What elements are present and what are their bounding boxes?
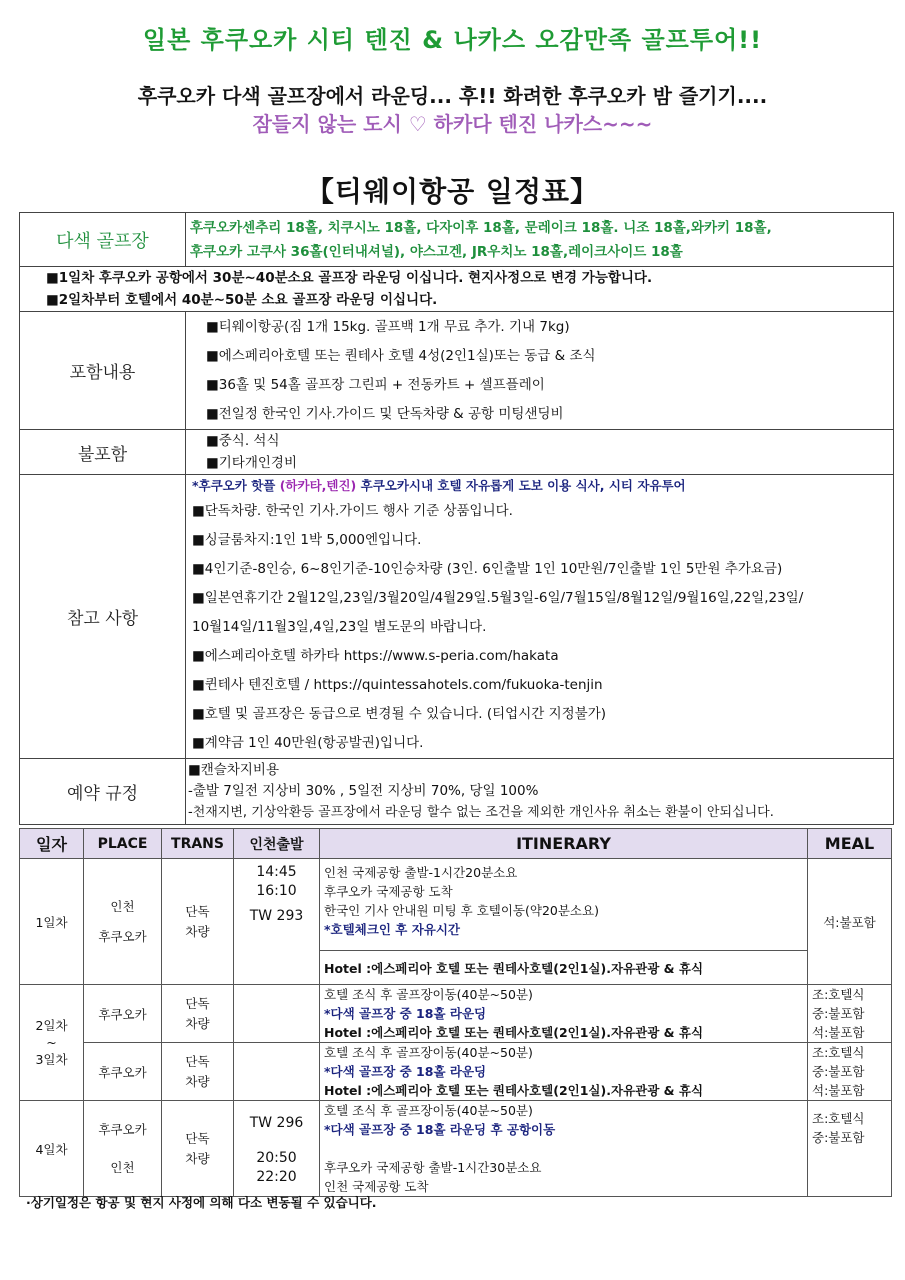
golf-label: 다색 골프장 xyxy=(20,213,186,267)
day-text: 2일차 xyxy=(35,1017,68,1033)
place-text: 후쿠오카 xyxy=(98,1121,147,1137)
itinerary-highlight: *호텔체크인 후 자유시간 xyxy=(324,922,460,937)
day4-meal xyxy=(808,1101,892,1197)
reference-item: ■4인기준-8인승, 6~8인기준-10인승차량 (3인. 6인출발 1인 10만원/7인출발 1인 5만원 추가요금) xyxy=(192,561,783,577)
excluded-cell xyxy=(186,430,894,475)
itinerary-line: 인천 국제공항 도착 xyxy=(324,1179,429,1194)
footer-note: ·상기일정은 항공 및 현지 사정에 의해 다소 변동될 수 있습니다. xyxy=(26,1195,377,1210)
reference-item: ■일본연휴기간 2월12일,23일/3월20일/4월29일.5월3일-6일/7월15일/8월12일/9월16일,22일,23일/ xyxy=(192,590,804,606)
itinerary-table xyxy=(19,828,892,1197)
itinerary-hotel: Hotel :에스페리아 호텔 또는 퀀테사호텔(2인1실).자유관광 & 휴식 xyxy=(324,1083,704,1098)
booking-item: ■캔슬차지비용 xyxy=(188,762,280,778)
reference-label: 참고 사항 xyxy=(20,475,186,759)
trans-text: 단독 xyxy=(185,903,210,919)
hotplace-note xyxy=(192,475,889,497)
arrive-time: 22:20 xyxy=(256,1168,297,1185)
depart-time: 14:45 xyxy=(256,864,297,880)
day2-place: 후쿠오카 xyxy=(84,985,162,1043)
hotplace-note-b: (하카타,텐진) xyxy=(279,478,357,493)
itinerary-line: 후쿠오카 국제공항 출발-1시간30분소요 xyxy=(324,1160,542,1175)
day1-hotel: Hotel :에스페리아 호텔 또는 퀀테사호텔(2인1실).자유관광 & 휴식 xyxy=(320,951,808,985)
day-text: ~ xyxy=(46,1034,57,1050)
itinerary-highlight: *다색 골프장 중 18홀 라운딩 xyxy=(324,1064,487,1079)
day-text: 3일차 xyxy=(35,1051,68,1067)
excluded-item: ■기타개인경비 xyxy=(206,455,298,471)
excluded-item: ■중식. 석식 xyxy=(206,433,280,449)
itinerary-line: 한국인 기사 안내원 미팅 후 호텔이동(약20분소요) xyxy=(324,903,599,918)
day1-itinerary xyxy=(320,859,808,951)
note-line: ■2일차부터 호텔에서 40분~50분 소요 골프장 라운딩 이십니다. xyxy=(46,292,438,308)
day1-trans xyxy=(162,859,234,985)
reference-item: ■싱글룸차지:1인 1박 5,000엔입니다. xyxy=(192,532,422,548)
meal-item: 조:호텔식 xyxy=(812,1111,865,1126)
meal-item: 석:불포함 xyxy=(812,1025,865,1040)
meal-item: 조:호텔식 xyxy=(812,987,865,1002)
place-text: 후쿠오카 xyxy=(98,928,147,944)
itinerary-highlight: *다색 골프장 중 18홀 라운딩 후 공항이동 xyxy=(324,1122,556,1137)
day4-place xyxy=(84,1101,162,1197)
place-text: 인천 xyxy=(110,1159,135,1175)
reference-item: ■단독차량. 한국인 기사.가이드 행사 기준 상품입니다. xyxy=(192,503,513,519)
excluded-label: 불포함 xyxy=(20,430,186,475)
header-trans: TRANS xyxy=(162,829,234,859)
booking-label: 예약 규정 xyxy=(20,759,186,825)
day4-label: 4일차 xyxy=(20,1101,84,1197)
header-day: 일자 xyxy=(20,829,84,859)
booking-cell xyxy=(186,759,894,825)
reference-cell xyxy=(186,475,894,759)
place-text: 인천 xyxy=(110,898,135,914)
header-depart: 인천출발 xyxy=(234,829,320,859)
hotplace-note-a: *후쿠오카 핫플 xyxy=(192,478,280,493)
trans-text: 차량 xyxy=(185,1150,210,1166)
tour-subtitle: 후쿠오카 다색 골프장에서 라운딩... 후!! 화려한 후쿠오카 밤 즐기기.... xyxy=(137,84,768,108)
day3-depart xyxy=(234,1043,320,1101)
reference-item: 10월14일/11월3일,4일,23일 별도문의 바랍니다. xyxy=(192,619,487,635)
reference-item: ■호텔 및 골프장은 동급으로 변경될 수 있습니다. (티업시간 지정불가) xyxy=(192,706,607,722)
itinerary-line: 호텔 조식 후 골프장이동(40분~50분) xyxy=(324,1103,533,1118)
reference-item: ■퀸테사 텐진호텔 / https://quintessahotels.com/fukuoka-tenjin xyxy=(192,677,603,693)
included-item: ■36홀 및 54홀 골프장 그린피 + 전동카트 + 셀프플레이 xyxy=(206,376,545,393)
included-item: ■에스페리아호텔 또는 퀀테사 호텔 4성(2인1실)또는 동급 & 조식 xyxy=(206,347,596,364)
itinerary-hotel: Hotel :에스페리아 호텔 또는 퀀테사호텔(2인1실).자유관광 & 휴식 xyxy=(324,1025,704,1040)
hotplace-note-c: 후쿠오카시내 호텔 자유롭게 도보 이용 식사, 시티 자유투어 xyxy=(356,478,686,493)
day4-trans xyxy=(162,1101,234,1197)
golf-courses xyxy=(186,213,894,267)
booking-item: -출발 7일전 지상비 30% , 5일전 지상비 70%, 당일 100% xyxy=(188,783,539,799)
day1-place xyxy=(84,859,162,985)
included-item: ■티웨이항공(짐 1개 15kg. 골프백 1개 무료 추가. 기내 7kg) xyxy=(206,318,570,335)
meal-item: 중:불포함 xyxy=(812,1130,865,1145)
reference-item: ■에스페리아호텔 하카타 https://www.s-peria.com/hakata xyxy=(192,648,559,664)
day3-itinerary xyxy=(320,1043,808,1101)
arrive-time: 16:10 xyxy=(256,883,297,899)
itinerary-highlight: *다색 골프장 중 18홀 라운딩 xyxy=(324,1006,487,1021)
depart-time: 20:50 xyxy=(256,1149,297,1166)
flight-number: TW 296 xyxy=(249,1114,304,1131)
trans-text: 차량 xyxy=(185,923,210,939)
header-itinerary: ITINERARY xyxy=(320,829,808,859)
day1-depart xyxy=(234,859,320,985)
reference-item: ■계약금 1인 40만원(항공발권)입니다. xyxy=(192,735,424,751)
itinerary-line: 인천 국제공항 출발-1시간20분소요 xyxy=(324,865,518,880)
meal-item: 중:불포함 xyxy=(812,1064,865,1079)
trans-text: 차량 xyxy=(185,1073,210,1089)
day2-trans xyxy=(162,985,234,1043)
meal-item: 석:불포함 xyxy=(812,1083,865,1098)
day2-depart xyxy=(234,985,320,1043)
itinerary-line: 호텔 조식 후 골프장이동(40분~50분) xyxy=(324,1045,533,1060)
included-cell xyxy=(186,312,894,430)
day1-meal: 석:불포함 xyxy=(808,859,892,985)
header-place: PLACE xyxy=(84,829,162,859)
notes-cell xyxy=(20,267,894,312)
booking-item: -천재지변, 기상악환등 골프장에서 라운딩 할수 없는 조건을 제외한 개인사유 취소는 환불이 안되십니다. xyxy=(188,805,774,820)
day1-label: 1일차 xyxy=(20,859,84,985)
included-label: 포함내용 xyxy=(20,312,186,430)
meal-item: 중:불포함 xyxy=(812,1006,865,1021)
day2-itinerary xyxy=(320,985,808,1043)
day3-place: 후쿠오카 xyxy=(84,1043,162,1101)
trans-text: 단독 xyxy=(185,1130,210,1146)
tour-tagline: 잠들지 않는 도시 ♡ 하카다 텐진 나카스~~~ xyxy=(252,112,653,136)
golf-line: 후쿠오카센추리 18홀, 치쿠시노 18홀, 다자이후 18홀, 문레이크 18홀. 니조 18홀,와카키 18홀, xyxy=(190,219,772,236)
trans-text: 차량 xyxy=(185,1015,210,1031)
day23-label xyxy=(20,985,84,1101)
day3-trans xyxy=(162,1043,234,1101)
header-meal: MEAL xyxy=(808,829,892,859)
included-item: ■전일정 한국인 기사.가이드 및 단독차량 & 공항 미팅샌딩비 xyxy=(206,405,564,422)
note-line: ■1일차 후쿠오카 공항에서 30분~40분소요 골프장 라운딩 이십니다. 현지사정으로 변경 가능합니다. xyxy=(46,270,653,286)
schedule-title: 【티웨이항공 일정표】 xyxy=(305,175,600,208)
day3-meal xyxy=(808,1043,892,1101)
day2-meal xyxy=(808,985,892,1043)
flight-number: TW 293 xyxy=(249,908,304,924)
trans-text: 단독 xyxy=(185,995,210,1011)
itinerary-line: 후쿠오카 국제공항 도착 xyxy=(324,884,453,899)
day4-depart xyxy=(234,1101,320,1197)
golf-line: 후쿠오카 고쿠사 36홀(인터내셔널), 야스고겐, JR우치노 18홀,레이크사이드 18홀 xyxy=(190,243,683,260)
meal-item: 조:호텔식 xyxy=(812,1045,865,1060)
itinerary-line: 호텔 조식 후 골프장이동(40분~50분) xyxy=(324,987,533,1002)
tour-title: 일본 후쿠오카 시티 텐진 & 나카스 오감만족 골프투어!! xyxy=(142,26,763,54)
trans-text: 단독 xyxy=(185,1053,210,1069)
day4-itinerary xyxy=(320,1101,808,1197)
info-table xyxy=(19,212,894,825)
